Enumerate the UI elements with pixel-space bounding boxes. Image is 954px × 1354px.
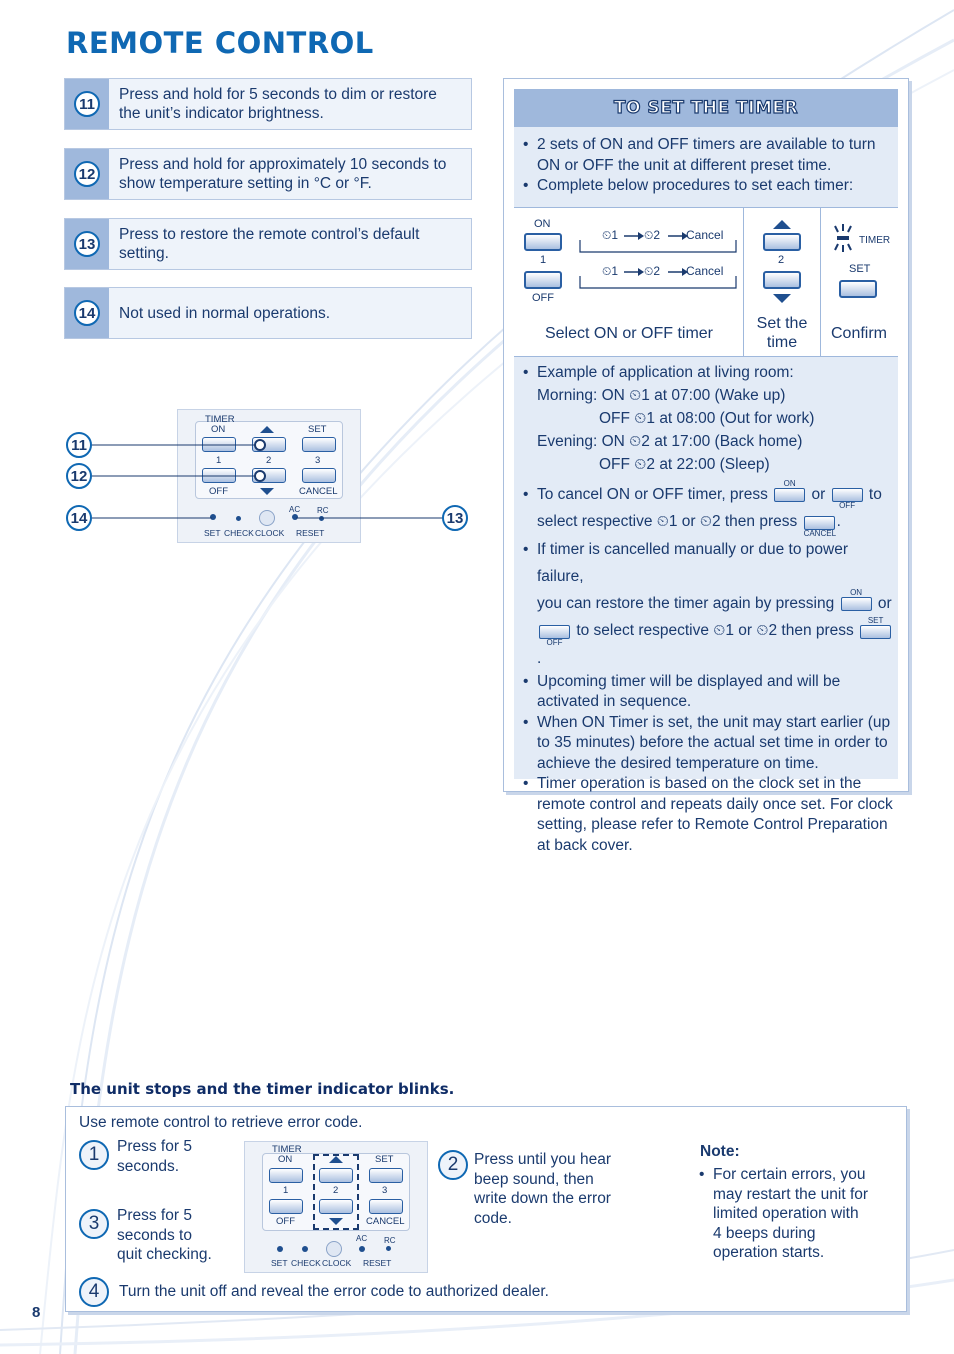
list-item: • Complete below procedures to set each timer: [518,176,894,197]
error-code-panel [65,1106,907,1312]
feature-description: Press and hold for approximately 10 seconds to show temperature setting in °C or °F. [119,156,447,192]
example-line: OFF ⏲2 at 22:00 (Sleep) [599,456,770,473]
key-3-label: 3 [315,455,321,466]
ac-reset-pinhole [359,1246,365,1252]
number-badge: 13 [74,231,100,257]
timer-caption: TIMER [859,235,891,246]
step-3-badge: 3 [79,1209,109,1239]
key-1-label: 1 [216,455,222,466]
section-heading: The unit stops and the timer indicator blinks. [70,1080,455,1098]
on-mini-caption: ON [783,479,796,489]
timer2-symbol: ⏲2 [644,264,661,278]
off-button [269,1199,303,1214]
timer-examples [518,361,894,856]
feature-description: Press and hold for 5 seconds to dim or restore the unit’s indicator brightness. [119,86,437,122]
set-button [369,1168,403,1183]
list-item: • For certain errors, you may restart the unit for limited operation with 4 beeps during operation starts. [694,1165,869,1263]
off-label: OFF [276,1216,295,1227]
timer1-symbol: ⏲1 [602,264,619,278]
down-arrow-icon [773,294,791,303]
off-label: OFF [209,486,228,497]
cancel-label: CANCEL [299,486,338,497]
down-arrow-icon [329,1218,343,1225]
number-badge: 14 [74,300,100,326]
select-timer-label: Select ON or OFF timer [544,325,714,342]
to-text: to [868,486,882,503]
example-line: Morning: ON ⏲1 at 07:00 (Wake up) [537,387,786,404]
example-line: Evening: ON ⏲2 at 17:00 (Back home) [537,433,803,450]
timer-panel [503,78,909,854]
up-arrow-icon [329,1156,343,1163]
number-badge: 12 [74,161,100,187]
on-caption: ON [534,218,551,230]
feature-description: Not used in normal operations. [119,304,331,322]
off-mini-caption: OFF [546,637,563,647]
feature-description: Press to restore the remote control’s default setting. [119,226,420,262]
cancel-step-text: Cancel [686,228,724,242]
page-title: REMOTE CONTROL [66,26,374,60]
page-number: 8 [32,1304,41,1321]
step-4-badge: 4 [79,1277,109,1307]
on-timer-button [524,233,562,251]
step-2-badge: 2 [438,1150,468,1180]
note-list [694,1165,869,1263]
number-badge: 11 [74,91,100,117]
timer-intro-list [518,135,894,197]
key-2-label: 2 [333,1185,339,1196]
timer-steps [514,207,898,357]
cancel-button [369,1199,403,1214]
key-3-label: 3 [382,1185,388,1196]
step-1-text: Press for 5 seconds. [117,1138,192,1175]
set-bottom-label: SET [204,528,221,538]
timer-label: TIMER [205,414,235,425]
reset-label: RESET [363,1258,392,1268]
timer1-symbol: ⏲1 [602,228,619,242]
or-text: or [877,594,892,612]
cancel-note-text-2: select respective ⏲1 or ⏲2 then press [537,513,798,531]
down-button [319,1199,353,1214]
clock-label: CLOCK [255,528,285,538]
timer-panel-title: TO SET THE TIMER [613,98,799,118]
list-item: • Example of application at living room: [518,361,894,384]
callout-13: 13 [442,505,468,531]
on-mini-caption: ON [850,588,863,598]
list-item: • 2 sets of ON and OFF timers are available to turn ON or OFF the unit at different preset time. [518,135,894,176]
step-2-text: Press until you hear beep sound, then write down the error code. [474,1151,611,1227]
set-time-label: Set the time [756,315,808,351]
on-button [269,1168,303,1183]
restore-note-text-2: you can restore the timer again by pressing [537,594,835,612]
cancel-note-text: To cancel ON or OFF timer, press [537,486,768,503]
set-mini-caption: SET [867,615,884,625]
confirm-label: Confirm [830,325,887,342]
restore-note-text: If timer is cancelled manually or due to power failure, [537,540,849,585]
remote-illustration-bottom [244,1141,428,1273]
period: . [836,513,841,531]
off-timer-button [524,271,562,289]
clock-button [326,1241,342,1257]
callout-14: 14 [66,505,92,531]
check-label: CHECK [224,528,254,538]
step-1-badge: 1 [79,1140,109,1170]
timer-label: TIMER [272,1144,302,1155]
blinking-timer-icon [830,222,856,258]
ac-label: AC [356,1234,368,1243]
reset-label: RESET [296,528,325,538]
set-caption: SET [849,263,871,275]
callout-11: 11 [66,432,92,458]
list-item: • When ON Timer is set, the unit may start earlier (up to 35 minutes) before the actual set time in order to achieve the desired temperature on time. [518,713,894,775]
key-2-label: 2 [266,455,272,466]
up-arrow-icon [773,220,791,229]
set-pinhole [277,1246,283,1252]
check-pinhole [302,1246,308,1252]
step-4-text: Turn the unit off and reveal the error code to authorized dealer. [119,1283,549,1300]
note-title: Note: [700,1143,740,1160]
clock-label: CLOCK [322,1258,352,1268]
list-item: • Timer operation is based on the clock set in the remote control and repeats daily once set. For clock setting, please refer to Remote Control Preparation at back cover. [518,774,894,856]
cancel-step-text: Cancel [686,264,724,278]
callout-12: 12 [66,463,92,489]
cancel-label: CANCEL [366,1216,405,1227]
on-label: ON [278,1154,293,1165]
rc-label: RC [384,1236,396,1245]
example-line: OFF ⏲1 at 08:00 (Out for work) [599,410,815,427]
up-button [319,1168,353,1183]
or-text: or [811,486,826,503]
set-bottom-label: SET [271,1258,288,1268]
restore-note-text-3: to select respective ⏲1 or ⏲2 then press [576,622,854,640]
set-label: SET [308,424,327,435]
cancel-timer-note [518,481,894,536]
key-2-caption: 2 [778,254,785,266]
check-label: CHECK [291,1258,321,1268]
confirm-set-button [839,280,877,298]
cancel-mini-caption: CANCEL [803,528,837,538]
key-1-caption: 1 [540,254,547,266]
set-label: SET [375,1154,394,1165]
key-1-label: 1 [283,1185,289,1196]
step-3-text: Press for 5 seconds to quit checking. [117,1207,212,1263]
error-intro: Use remote control to retrieve error code. [79,1114,363,1131]
list-item: • Upcoming timer will be displayed and will be activated in sequence. [518,672,894,713]
time-up-button [763,233,801,251]
off-mini-caption: OFF [839,501,856,511]
off-caption: OFF [532,292,554,304]
on-label: ON [211,424,226,435]
rc-label: RC [317,506,329,515]
time-down-button [763,271,801,289]
period: . [537,649,542,667]
rc-reset-pinhole [386,1246,391,1251]
ac-label: AC [289,505,301,514]
timer2-symbol: ⏲2 [644,228,661,242]
restore-timer-note [518,536,894,672]
